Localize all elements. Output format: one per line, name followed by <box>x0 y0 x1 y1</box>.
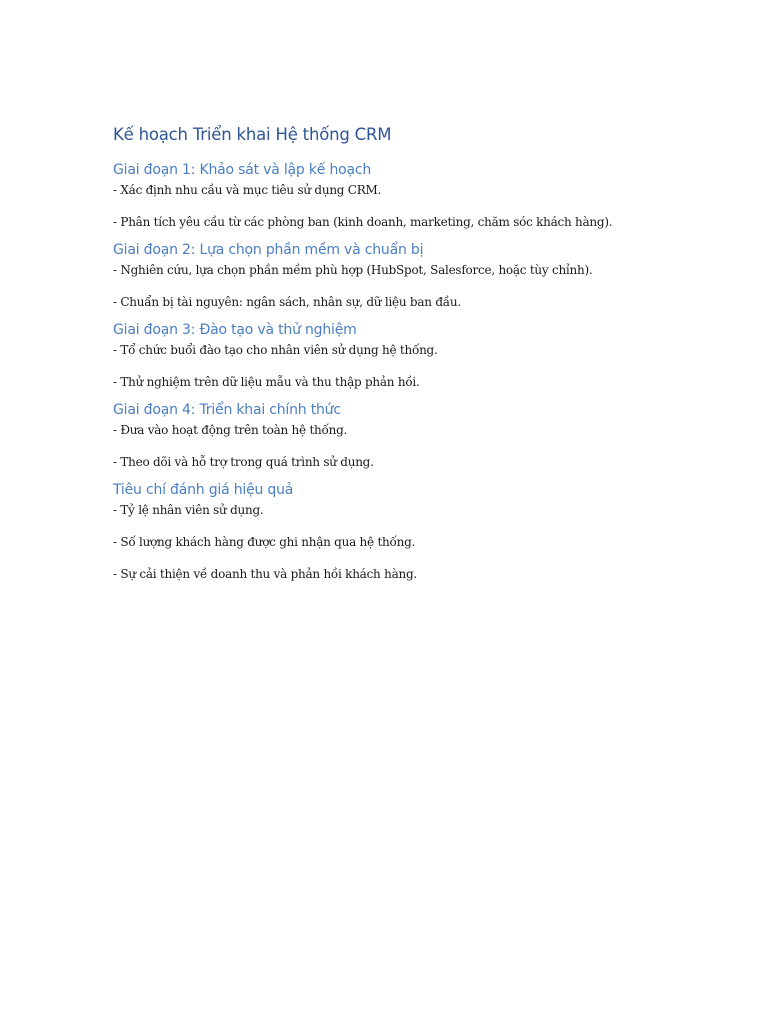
section-heading: Giai đoạn 1: Khảo sát và lập kế hoạch <box>113 162 372 178</box>
section-heading: Tiêu chí đánh giá hiệu quả <box>113 482 294 498</box>
section-phase-3 <box>113 320 673 391</box>
document-body <box>113 124 673 592</box>
list-item: - Xác định nhu cầu và mục tiêu sử dụng CRM. <box>113 183 382 197</box>
list-item: - Tỷ lệ nhân viên sử dụng. <box>113 503 264 517</box>
list-item: - Theo dõi và hỗ trợ trong quá trình sử dụng. <box>113 455 374 469</box>
list-item: - Tổ chức buổi đào tạo cho nhân viên sử dụng hệ thống. <box>113 343 438 357</box>
section-heading: Giai đoạn 4: Triển khai chính thức <box>113 402 341 418</box>
list-item: - Đưa vào hoạt động trên toàn hệ thống. <box>113 423 348 437</box>
section-evaluation-criteria <box>113 480 673 583</box>
list-item: - Chuẩn bị tài nguyên: ngân sách, nhân sự, dữ liệu ban đầu. <box>113 295 461 309</box>
list-item: - Số lượng khách hàng được ghi nhận qua hệ thống. <box>113 535 416 549</box>
section-phase-2 <box>113 240 673 311</box>
list-item: - Phân tích yêu cầu từ các phòng ban (kinh doanh, marketing, chăm sóc khách hàng). <box>113 215 613 229</box>
list-item: - Sự cải thiện về doanh thu và phản hồi khách hàng. <box>113 567 417 581</box>
section-phase-4 <box>113 400 673 471</box>
document-title: Kế hoạch Triển khai Hệ thống CRM <box>113 125 392 144</box>
section-heading: Giai đoạn 2: Lựa chọn phần mềm và chuẩn bị <box>113 242 424 258</box>
list-item: - Nghiên cứu, lựa chọn phần mềm phù hợp (HubSpot, Salesforce, hoặc tùy chỉnh). <box>113 263 593 277</box>
list-item: - Thử nghiệm trên dữ liệu mẫu và thu thập phản hồi. <box>113 375 420 389</box>
section-phase-1 <box>113 160 673 231</box>
section-heading: Giai đoạn 3: Đào tạo và thử nghiệm <box>113 322 357 338</box>
